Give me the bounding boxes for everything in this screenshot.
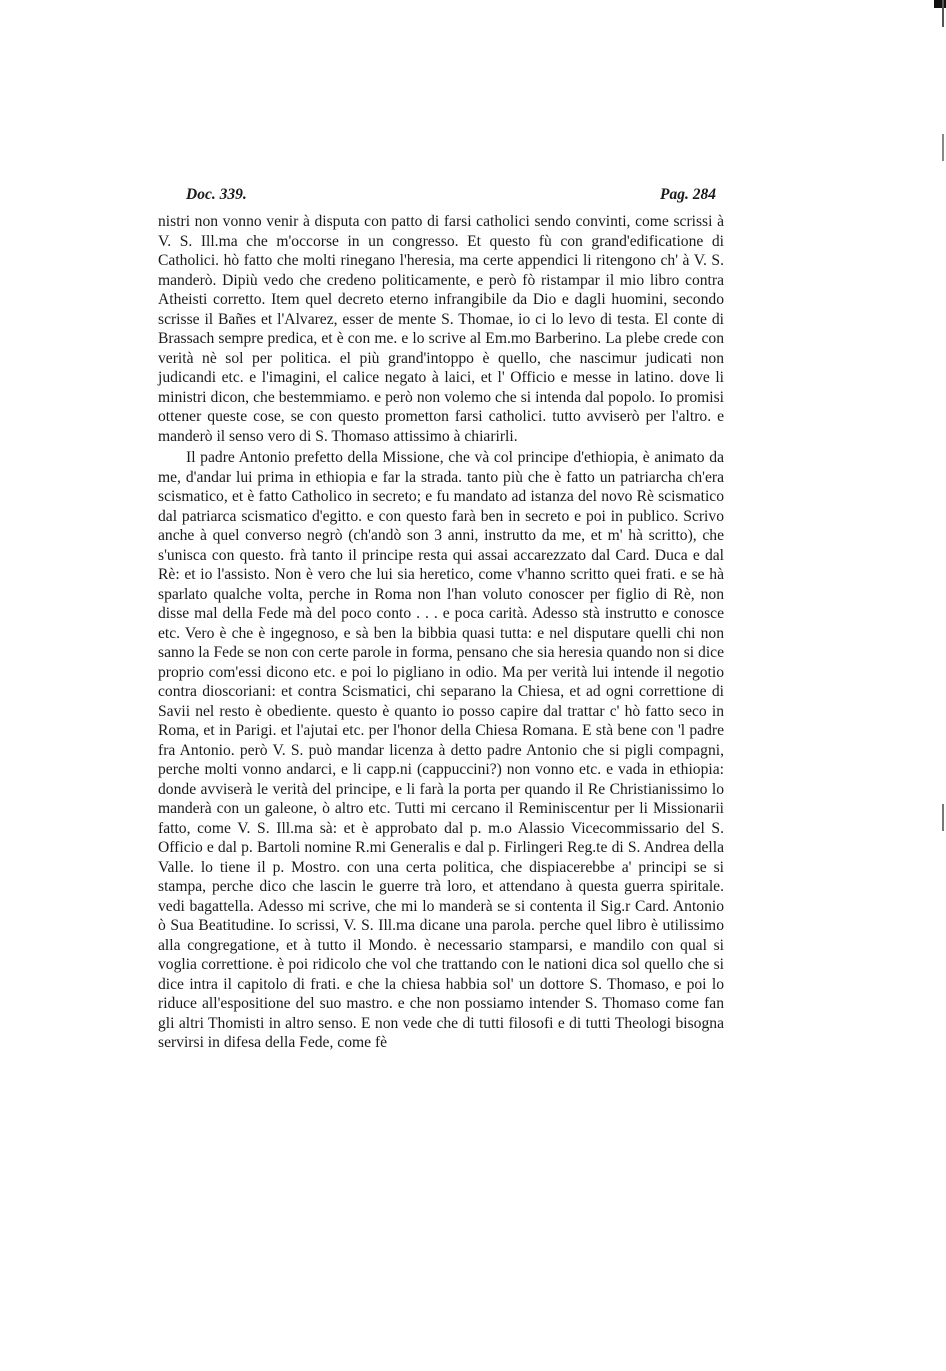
paragraph-1: nistri non vonno venir à disputa con patto di farsi catholici sendo convinti, come scrissi à V. S. Ill.ma che m'occorse in un congresso. Et questo fù con grand'edificatione di Catholici. hò fatto che molti rinegano l'heresia, ma certe appendici li ritengono ch' à V. S. manderò. Dipiù vedo che credeno politicamente, e però fò ristampar il mio libro contra Atheisti corretto. Item quel decreto eterno infrangibile da Dio e dagli huomini, secondo scrisse il Bañes et l'Alvarez, esser de mente S. Thomae, io ci lo levo di testa. El conte di Brassach sempre predica, et è con me. e lo scrive al Em.mo Barberino. La plebe crede con verità nè sol per politica. el più grand'intoppo è quello, che nascimur judicati non judicandi etc. e l'imagini, el calice negato à laici, et l' Officio e messe in latino. dove li ministri dicon, che bestemmiamo. e però non volemo che si intenda dal popolo. Io promisi ottener queste cose, se con questo prometton farsi catholici. tutto avviserò per l'altro. e manderò il senso vero di S. Thomaso attissimo à chiarirli.: [158, 213, 724, 445]
running-header: [158, 186, 724, 208]
paragraph-2: Il padre Antonio prefetto della Missione, che và col principe d'ethiopia, è animato da me, d'andar lui prima in ethiopia e far la strada. tanto più che è fatto un patriarcha ch'era scismatico, et è fatto Catholico in secreto; e fu mandato ad istanza del novo Rè scismatico dal patriarca scismatico d'egitto. e con questo farà ben in secreto e poi in publico. Scrivo anche à quel converso negrò (ch'andò son 3 anni, instrutto da me, et m' hà scritto), che s'unisca con questo. frà tanto il principe resta qui assai accarezzato dal Card. Duca e dal Rè: et io l'assisto. Non è vero che lui sia heretico, come v'hanno scritto quei frati. e se hà sparlato qualche volta, perche in Roma non l'han voluto conoscer per figlio di Rè, non disse mal della Fede mà del poco conto . . . e poca carità. Adesso stà instrutto e conosce etc. Vero è che è ingegnoso, e sà ben la bibbia quasi tutta: e nel disputare quelli chi non sanno la Fede se non con certe parole in forma, pensano che sia heresia quando non si dice proprio com'essi dicono etc. e poi lo pigliano in odio. Ma per verità lui intende il negotio contra dioscoriani: et contra Scismatici, chi separano la Chiesa, et ad ogni correttione di Savii nel resto è obediente. questo è quanto io posso capire dal trattar c' hò fatto seco in Roma, et in Parigi. et l'ajutai etc. per l'honor della Chiesa Romana. E stà bene con 'l padre fra Antonio. però V. S. può mandar licenza à detto padre Antonio che si pigli compagni, perche molti vonno andarci, e li capp.ni (cappuccini?) non vonno etc. e vada in ethiopia: donde avviserà le verità del principe, e li farà la porta per quando il Re Christianissimo lo manderà con un galeone, ò altro etc. Tutti mi cercano il Reminiscentur per li Missionarii fatto, come V. S. Ill.ma sà: et è approbato dal p. m.o Alassio Vicecommissario del S. Officio e dal p. Bartoli nomine R.mi Generalis e dal p. Firlingeri Reg.te di S. Andrea della Valle. lo tiene il p. Mostro. con una certa politica, che dispiacerebbe a' principi se si stampa, perche dico che lascin le guerre trà loro, et attendano à questa guerra spiritale. vedi bagattella. Adesso mi scrive, che mi lo manderà se si contenta il Sig.r Card. Antonio ò Sua Beatitudine. Io scrissi, V. S. Ill.ma dicane una parola. perche quel libro è utilissimo alla congregatione, et à tutto il Mondo. è necessario stamparsi, e mandilo con qual si voglia correttione. è poi ridicolo che vol che trattando con le nationi dica sol quello che si dice intra il capitolo di frati. e che la chiesa habbia sol' un dottore S. Thomaso, e poi lo riduce all'espositione del suo mastro. e che non possiamo intender S. Thomaso come fan gli altri Thomisti in altro senso. E non vede che di tutti filosofi e di tutti Theologi bisogna servirsi in difesa della Fede, come fè: [158, 449, 724, 1051]
body-text: [158, 212, 724, 1053]
document-number: Doc. 339.: [186, 186, 247, 203]
page-number: Pag. 284: [660, 186, 716, 203]
scan-edge-mark: [934, 0, 946, 8]
scan-edge-line: [942, 0, 944, 1340]
document-page: [158, 186, 724, 1053]
